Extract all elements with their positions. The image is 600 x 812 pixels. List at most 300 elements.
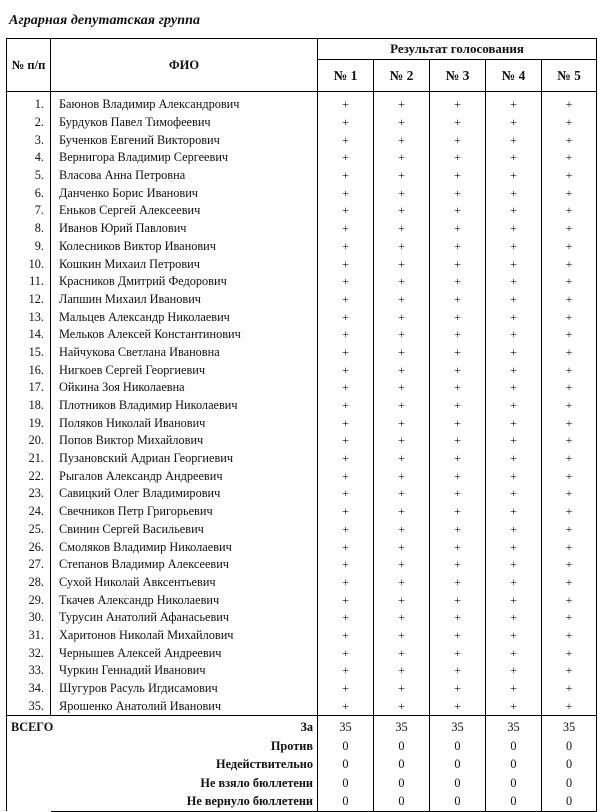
table-row <box>7 291 597 309</box>
totals-label: За <box>51 716 318 737</box>
vote-mark: + <box>374 149 430 167</box>
vote-mark: + <box>318 131 374 149</box>
vote-mark: + <box>374 255 430 273</box>
table-row <box>7 344 597 362</box>
totals-value: 0 <box>542 792 597 811</box>
totals-value: 0 <box>318 774 374 793</box>
vote-mark: + <box>374 202 430 220</box>
deputy-name: Нигкоев Сергей Георгиевич <box>51 361 318 379</box>
vote-mark: + <box>430 521 486 539</box>
vote-mark: + <box>374 627 430 645</box>
vote-mark: + <box>542 149 597 167</box>
deputy-name: Иванов Юрий Павлович <box>51 220 318 238</box>
totals-value: 0 <box>318 737 374 756</box>
vote-mark: + <box>486 308 542 326</box>
table-row <box>7 627 597 645</box>
totals-value: 0 <box>374 737 430 756</box>
row-number: 8. <box>7 220 51 238</box>
vote-mark: + <box>430 503 486 521</box>
deputy-name: Савицкий Олег Владимирович <box>51 485 318 503</box>
row-number: 23. <box>7 485 51 503</box>
vote-mark: + <box>318 467 374 485</box>
row-number: 27. <box>7 556 51 574</box>
vote-mark: + <box>430 114 486 132</box>
vote-mark: + <box>542 697 597 715</box>
vote-mark: + <box>430 627 486 645</box>
deputy-name: Найчукова Светлана Ивановна <box>51 344 318 362</box>
row-number: 25. <box>7 521 51 539</box>
vote-mark: + <box>318 397 374 415</box>
vote-mark: + <box>374 591 430 609</box>
totals-value: 0 <box>486 774 542 793</box>
header-vote-5: № 5 <box>542 60 597 92</box>
deputy-name: Попов Виктор Михайлович <box>51 432 318 450</box>
table-row <box>7 379 597 397</box>
vote-mark: + <box>542 397 597 415</box>
vote-mark: + <box>374 379 430 397</box>
row-number: 35. <box>7 697 51 715</box>
table-header <box>7 39 597 92</box>
table-row <box>7 697 597 715</box>
vote-mark: + <box>374 521 430 539</box>
vote-mark: + <box>542 202 597 220</box>
table-row <box>7 414 597 432</box>
vote-mark: + <box>318 220 374 238</box>
table-row <box>7 220 597 238</box>
vote-mark: + <box>486 432 542 450</box>
vote-mark: + <box>374 467 430 485</box>
row-number: 22. <box>7 467 51 485</box>
row-number: 21. <box>7 450 51 468</box>
row-number: 12. <box>7 291 51 309</box>
row-number: 17. <box>7 379 51 397</box>
header-vote-3: № 3 <box>430 60 486 92</box>
vote-mark: + <box>430 308 486 326</box>
vote-mark: + <box>318 238 374 256</box>
row-number: 2. <box>7 114 51 132</box>
vote-mark: + <box>486 644 542 662</box>
vote-mark: + <box>318 114 374 132</box>
vote-mark: + <box>542 255 597 273</box>
row-number: 20. <box>7 432 51 450</box>
totals-value: 0 <box>430 755 486 774</box>
deputy-name: Плотников Владимир Николаевич <box>51 397 318 415</box>
row-number: 4. <box>7 149 51 167</box>
group-title: Аграрная депутатская группа <box>9 13 201 28</box>
header-number-label: № п/п <box>11 57 46 72</box>
vote-mark: + <box>486 574 542 592</box>
table-row <box>7 556 597 574</box>
vote-mark: + <box>486 131 542 149</box>
vote-mark: + <box>374 680 430 698</box>
vote-mark: + <box>486 662 542 680</box>
vote-mark: + <box>542 184 597 202</box>
vote-mark: + <box>374 450 430 468</box>
vote-mark: + <box>486 326 542 344</box>
totals-value: 0 <box>486 755 542 774</box>
deputy-name: Свинин Сергей Васильевич <box>51 521 318 539</box>
vote-mark: + <box>486 485 542 503</box>
table-row <box>7 149 597 167</box>
totals-label: Не взяло бюллетени <box>51 774 318 793</box>
row-number: 34. <box>7 680 51 698</box>
vote-mark: + <box>430 149 486 167</box>
vote-mark: + <box>542 92 597 114</box>
vote-mark: + <box>374 361 430 379</box>
vote-mark: + <box>486 149 542 167</box>
vote-mark: + <box>374 503 430 521</box>
deputy-name: Колесников Виктор Иванович <box>51 238 318 256</box>
vote-mark: + <box>374 131 430 149</box>
vote-mark: + <box>318 644 374 662</box>
vote-mark: + <box>430 644 486 662</box>
row-number: 19. <box>7 414 51 432</box>
vote-mark: + <box>374 538 430 556</box>
deputy-name: Сухой Николай Авксентьевич <box>51 574 318 592</box>
vote-mark: + <box>430 414 486 432</box>
vote-mark: + <box>318 521 374 539</box>
table-row <box>7 308 597 326</box>
vote-mark: + <box>318 538 374 556</box>
vote-mark: + <box>374 114 430 132</box>
table-row <box>7 361 597 379</box>
vote-mark: + <box>542 291 597 309</box>
vote-mark: + <box>542 308 597 326</box>
table-row <box>7 680 597 698</box>
row-number: 18. <box>7 397 51 415</box>
vote-mark: + <box>374 556 430 574</box>
vote-mark: + <box>542 238 597 256</box>
vote-mark: + <box>486 521 542 539</box>
vote-mark: + <box>374 485 430 503</box>
vote-mark: + <box>318 255 374 273</box>
table-row <box>7 574 597 592</box>
vote-mark: + <box>430 591 486 609</box>
vote-mark: + <box>318 450 374 468</box>
deputy-name: Вернигора Владимир Сергеевич <box>51 149 318 167</box>
vote-mark: + <box>486 344 542 362</box>
vote-mark: + <box>318 662 374 680</box>
totals-value: 35 <box>542 716 597 737</box>
row-number: 24. <box>7 503 51 521</box>
vote-mark: + <box>318 574 374 592</box>
vote-mark: + <box>542 114 597 132</box>
vote-mark: + <box>542 467 597 485</box>
vote-mark: + <box>430 184 486 202</box>
deputy-name: Кошкин Михаил Петрович <box>51 255 318 273</box>
deputy-name: Рыгалов Александр Андреевич <box>51 467 318 485</box>
vote-mark: + <box>542 644 597 662</box>
vote-mark: + <box>374 432 430 450</box>
totals-value: 35 <box>430 716 486 737</box>
vote-mark: + <box>318 149 374 167</box>
totals-row <box>7 792 597 811</box>
table-row <box>7 114 597 132</box>
table-row <box>7 609 597 627</box>
vote-mark: + <box>430 220 486 238</box>
deputy-name: Ойкина Зоя Николаевна <box>51 379 318 397</box>
vote-mark: + <box>318 680 374 698</box>
row-number: 14. <box>7 326 51 344</box>
vote-mark: + <box>486 503 542 521</box>
deputy-name: Данченко Борис Иванович <box>51 184 318 202</box>
vote-mark: + <box>486 538 542 556</box>
vote-mark: + <box>486 255 542 273</box>
vote-mark: + <box>486 680 542 698</box>
totals-value: 0 <box>374 792 430 811</box>
deputy-name: Харитонов Николай Михайлович <box>51 627 318 645</box>
vote-mark: + <box>318 167 374 185</box>
header-vote-1: № 1 <box>318 60 374 92</box>
vote-mark: + <box>430 450 486 468</box>
row-number: 33. <box>7 662 51 680</box>
vote-mark: + <box>486 361 542 379</box>
totals-value: 0 <box>430 774 486 793</box>
vote-mark: + <box>542 131 597 149</box>
deputy-name: Турусин Анатолий Афанасьевич <box>51 609 318 627</box>
vote-mark: + <box>486 291 542 309</box>
vote-mark: + <box>430 255 486 273</box>
totals-value: 35 <box>486 716 542 737</box>
totals-value: 0 <box>542 774 597 793</box>
vote-mark: + <box>374 697 430 715</box>
totals-label: Против <box>51 737 318 756</box>
vote-mark: + <box>542 326 597 344</box>
deputy-name: Мельков Алексей Константинович <box>51 326 318 344</box>
totals-value: 0 <box>542 737 597 756</box>
deputy-name: Чернышев Алексей Андреевич <box>51 644 318 662</box>
vote-mark: + <box>430 92 486 114</box>
deputy-name: Еньков Сергей Алексеевич <box>51 202 318 220</box>
vote-mark: + <box>374 644 430 662</box>
table-row <box>7 432 597 450</box>
vote-mark: + <box>374 326 430 344</box>
totals-heading: ВСЕГО <box>7 716 51 812</box>
totals-value: 0 <box>374 755 430 774</box>
row-number: 13. <box>7 308 51 326</box>
totals-row <box>7 755 597 774</box>
deputy-name: Ярошенко Анатолий Иванович <box>51 697 318 715</box>
vote-mark: + <box>542 361 597 379</box>
vote-mark: + <box>374 184 430 202</box>
vote-mark: + <box>318 503 374 521</box>
vote-mark: + <box>430 326 486 344</box>
totals-value: 0 <box>374 774 430 793</box>
vote-mark: + <box>318 697 374 715</box>
totals-value: 0 <box>318 755 374 774</box>
vote-mark: + <box>318 361 374 379</box>
table-row <box>7 397 597 415</box>
vote-mark: + <box>486 627 542 645</box>
deputy-name: Шугуров Расуль Игдисамович <box>51 680 318 698</box>
vote-mark: + <box>318 344 374 362</box>
row-number: 11. <box>7 273 51 291</box>
vote-mark: + <box>430 273 486 291</box>
vote-mark: + <box>542 609 597 627</box>
header-voting-result: Результат голосования <box>318 39 597 60</box>
deputy-name: Чуркин Геннадий Иванович <box>51 662 318 680</box>
vote-mark: + <box>430 662 486 680</box>
totals-value: 0 <box>430 737 486 756</box>
deputy-name: Власова Анна Петровна <box>51 167 318 185</box>
totals-value: 0 <box>318 792 374 811</box>
vote-mark: + <box>374 609 430 627</box>
vote-mark: + <box>486 556 542 574</box>
vote-mark: + <box>430 574 486 592</box>
vote-mark: + <box>374 220 430 238</box>
row-number: 9. <box>7 238 51 256</box>
vote-mark: + <box>374 414 430 432</box>
vote-mark: + <box>430 167 486 185</box>
vote-mark: + <box>374 344 430 362</box>
header-fio: ФИО <box>51 39 318 92</box>
totals-value: 0 <box>486 792 542 811</box>
row-number: 31. <box>7 627 51 645</box>
deputy-name: Поляков Николай Иванович <box>51 414 318 432</box>
vote-mark: + <box>318 414 374 432</box>
vote-mark: + <box>318 609 374 627</box>
table-row <box>7 485 597 503</box>
deputy-name: Степанов Владимир Алексеевич <box>51 556 318 574</box>
row-number: 3. <box>7 131 51 149</box>
vote-mark: + <box>542 538 597 556</box>
vote-mark: + <box>374 92 430 114</box>
vote-mark: + <box>542 627 597 645</box>
header-number <box>7 39 51 92</box>
row-number: 5. <box>7 167 51 185</box>
vote-mark: + <box>486 697 542 715</box>
vote-mark: + <box>374 662 430 680</box>
totals-label: Недействительно <box>51 755 318 774</box>
vote-mark: + <box>430 467 486 485</box>
vote-mark: + <box>486 167 542 185</box>
totals-value: 0 <box>430 792 486 811</box>
totals-section <box>7 716 597 812</box>
row-number: 6. <box>7 184 51 202</box>
vote-mark: + <box>374 167 430 185</box>
vote-mark: + <box>318 291 374 309</box>
totals-row <box>7 774 597 793</box>
vote-mark: + <box>430 680 486 698</box>
table-row <box>7 131 597 149</box>
vote-mark: + <box>486 273 542 291</box>
vote-mark: + <box>318 485 374 503</box>
deputy-name: Мальцев Александр Николаевич <box>51 308 318 326</box>
row-number: 16. <box>7 361 51 379</box>
voting-results-table <box>6 38 597 812</box>
deputy-name: Красников Дмитрий Федорович <box>51 273 318 291</box>
vote-mark: + <box>542 591 597 609</box>
row-number: 1. <box>7 92 51 114</box>
totals-value: 0 <box>542 755 597 774</box>
deputy-name: Баюнов Владимир Александрович <box>51 92 318 114</box>
vote-mark: + <box>542 662 597 680</box>
vote-mark: + <box>430 697 486 715</box>
totals-value: 35 <box>318 716 374 737</box>
row-number: 29. <box>7 591 51 609</box>
totals-label: Не вернуло бюллетени <box>51 792 318 811</box>
vote-mark: + <box>430 344 486 362</box>
vote-mark: + <box>542 344 597 362</box>
row-number: 28. <box>7 574 51 592</box>
row-number: 15. <box>7 344 51 362</box>
vote-mark: + <box>542 574 597 592</box>
totals-value: 35 <box>374 716 430 737</box>
vote-mark: + <box>542 167 597 185</box>
vote-mark: + <box>318 432 374 450</box>
table-row <box>7 238 597 256</box>
vote-mark: + <box>430 609 486 627</box>
vote-mark: + <box>542 273 597 291</box>
vote-mark: + <box>374 574 430 592</box>
vote-mark: + <box>486 591 542 609</box>
vote-mark: + <box>318 379 374 397</box>
header-vote-2: № 2 <box>374 60 430 92</box>
row-number: 26. <box>7 538 51 556</box>
vote-mark: + <box>318 273 374 291</box>
table-row <box>7 450 597 468</box>
row-number: 7. <box>7 202 51 220</box>
table-row <box>7 184 597 202</box>
vote-mark: + <box>486 114 542 132</box>
deputy-name: Лапшин Михаил Иванович <box>51 291 318 309</box>
vote-mark: + <box>318 556 374 574</box>
vote-mark: + <box>374 273 430 291</box>
table-row <box>7 255 597 273</box>
vote-mark: + <box>486 414 542 432</box>
totals-row <box>7 716 597 737</box>
vote-mark: + <box>542 521 597 539</box>
vote-mark: + <box>374 291 430 309</box>
totals-value: 0 <box>486 737 542 756</box>
table-row <box>7 644 597 662</box>
table-row <box>7 503 597 521</box>
table-row <box>7 662 597 680</box>
vote-mark: + <box>542 503 597 521</box>
deputy-name: Пузановский Адриан Георгиевич <box>51 450 318 468</box>
deputy-name: Ткачев Александр Николаевич <box>51 591 318 609</box>
deputy-rows <box>7 92 597 716</box>
vote-mark: + <box>430 379 486 397</box>
totals-row <box>7 737 597 756</box>
vote-mark: + <box>486 220 542 238</box>
vote-mark: + <box>486 379 542 397</box>
vote-mark: + <box>486 450 542 468</box>
vote-mark: + <box>318 627 374 645</box>
table-row <box>7 167 597 185</box>
vote-mark: + <box>374 308 430 326</box>
row-number: 30. <box>7 609 51 627</box>
deputy-name: Свечников Петр Григорьевич <box>51 503 318 521</box>
vote-mark: + <box>542 485 597 503</box>
vote-mark: + <box>430 131 486 149</box>
vote-mark: + <box>486 184 542 202</box>
vote-mark: + <box>318 202 374 220</box>
vote-mark: + <box>542 220 597 238</box>
vote-mark: + <box>430 556 486 574</box>
header-vote-4: № 4 <box>486 60 542 92</box>
vote-mark: + <box>430 202 486 220</box>
table-row <box>7 538 597 556</box>
vote-mark: + <box>430 397 486 415</box>
vote-mark: + <box>542 414 597 432</box>
row-number: 10. <box>7 255 51 273</box>
table-row <box>7 521 597 539</box>
vote-mark: + <box>374 397 430 415</box>
vote-mark: + <box>318 326 374 344</box>
vote-mark: + <box>318 308 374 326</box>
row-number: 32. <box>7 644 51 662</box>
